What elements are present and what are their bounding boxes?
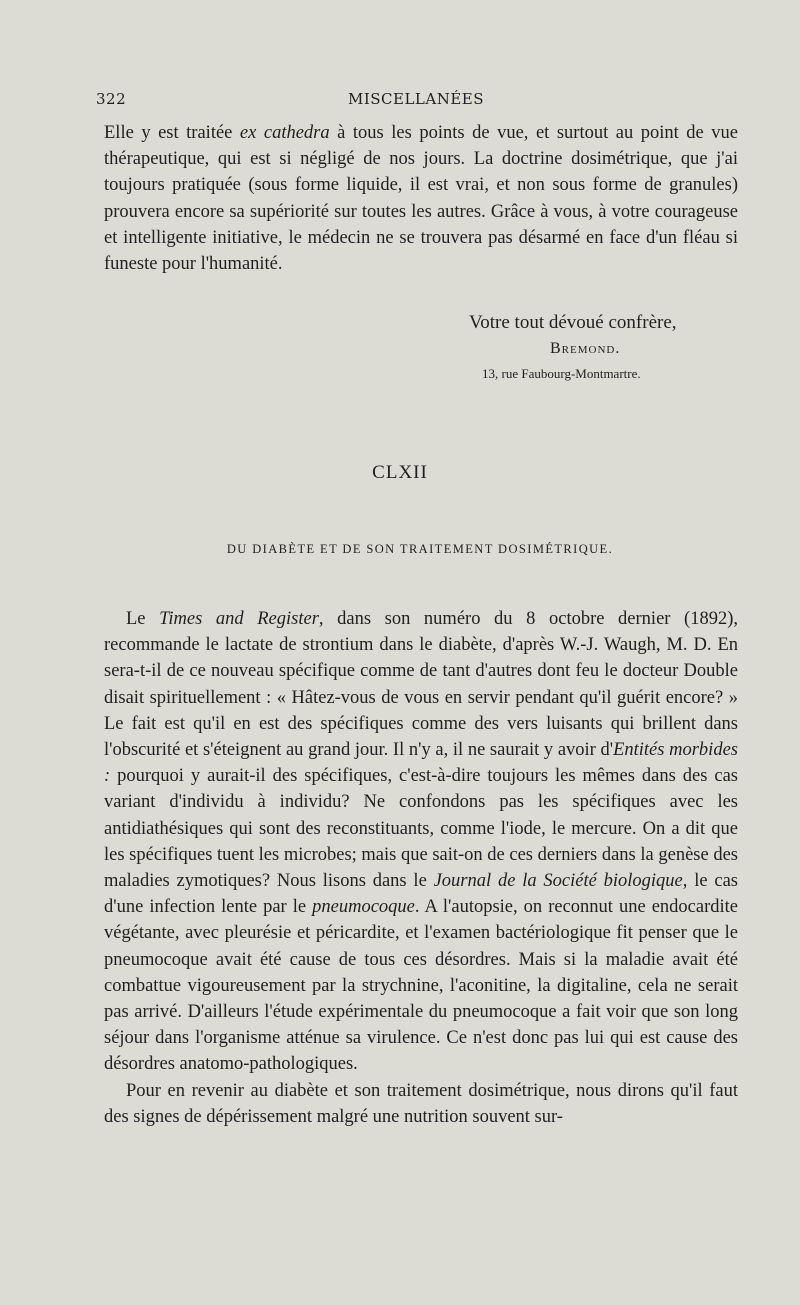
article-paragraph: Pour en revenir au diabète et son traitement dosimétrique, nous dirons qu'il faut des signes de dépérissement malgré une nutrition souvent sur- xyxy=(104,1080,738,1127)
signer-name: Bremond. xyxy=(550,340,621,357)
valediction: Votre tout dévoué confrère, xyxy=(469,312,677,333)
signer-address: 13, rue Faubourg-Montmartre. xyxy=(482,366,641,381)
running-title: MISCELLANÉES xyxy=(347,90,485,108)
letter-body xyxy=(104,120,738,277)
letter-paragraph: Elle y est traitée ex cathedra à tous les points de vue, et surtout au point de vue thérapeutique, qui est si négligé de nos jours. La doctrine dosimétrique, que j'ai toujours pratiquée (sous forme liquide, il est vrai, et non sous forme de granules) prouvera encore sa supériorité sur toutes les autres. Grâce à vous, à votre courageuse et intelligente initiative, le médecin ne se trouvera pas désarmé en face d'un fléau si funeste pour l'humanité. xyxy=(104,123,738,275)
chapter-title: DU DIABÈTE ET DE SON TRAITEMENT DOSIMÉTRIQUE. xyxy=(226,542,614,556)
page-number: 322 xyxy=(96,90,127,108)
chapter-number: CLXII xyxy=(372,462,428,483)
article-paragraph: Le Times and Register, dans son numéro du 8 octobre dernier (1892), recommande le lactate de strontium dans le diabète, d'après W.-J. Waugh, M. D. En sera-t-il de ce nouveau spécifique comme de tant d'autres dont feu le docteur Double disait spirituellement : « Hâtez-vous de vous en servir pendant qu'il guérit encore? » Le fait est qu'il en est des spécifiques comme des vers luisants qui brillent dans l'obscurité et s'éteignent au grand jour. Il n'y a, il ne saurait y avoir d'Entités morbides : pourquoi y aurait-il des spécifiques, c'est-à-dire toujours les mêmes dans des cas variant d'individu à individu? Ne confondons pas les spécifiques avec les antidiathésiques qui sont des reconstituants, comme l'iode, le mercure. On a dit que les spécifiques tuent les microbes; mais que sait-on de ces derniers dans la genèse des maladies zymotiques? Nous lisons dans le Journal de la Société biologique, le cas d'une infection lente par le pneumocoque. A l'autopsie, on reconnut une endocardite végétante, avec pleurésie et péricardite, et l'examen bactériologique fit penser que le pneumocoque avait été cause de tous ces désordres. Mais si la maladie avait été combattue vigoureusement par la strychnine, l'aconitine, la digitaline, cela ne serait pas arrivé. D'ailleurs l'étude expérimentale du pneumocoque a fait voir que son long séjour dans l'organisme atténue sa virulence. Ce n'est donc pas lui qui est cause des désordres anatomo-pathologiques. xyxy=(104,609,738,1075)
article-body xyxy=(104,606,738,1130)
